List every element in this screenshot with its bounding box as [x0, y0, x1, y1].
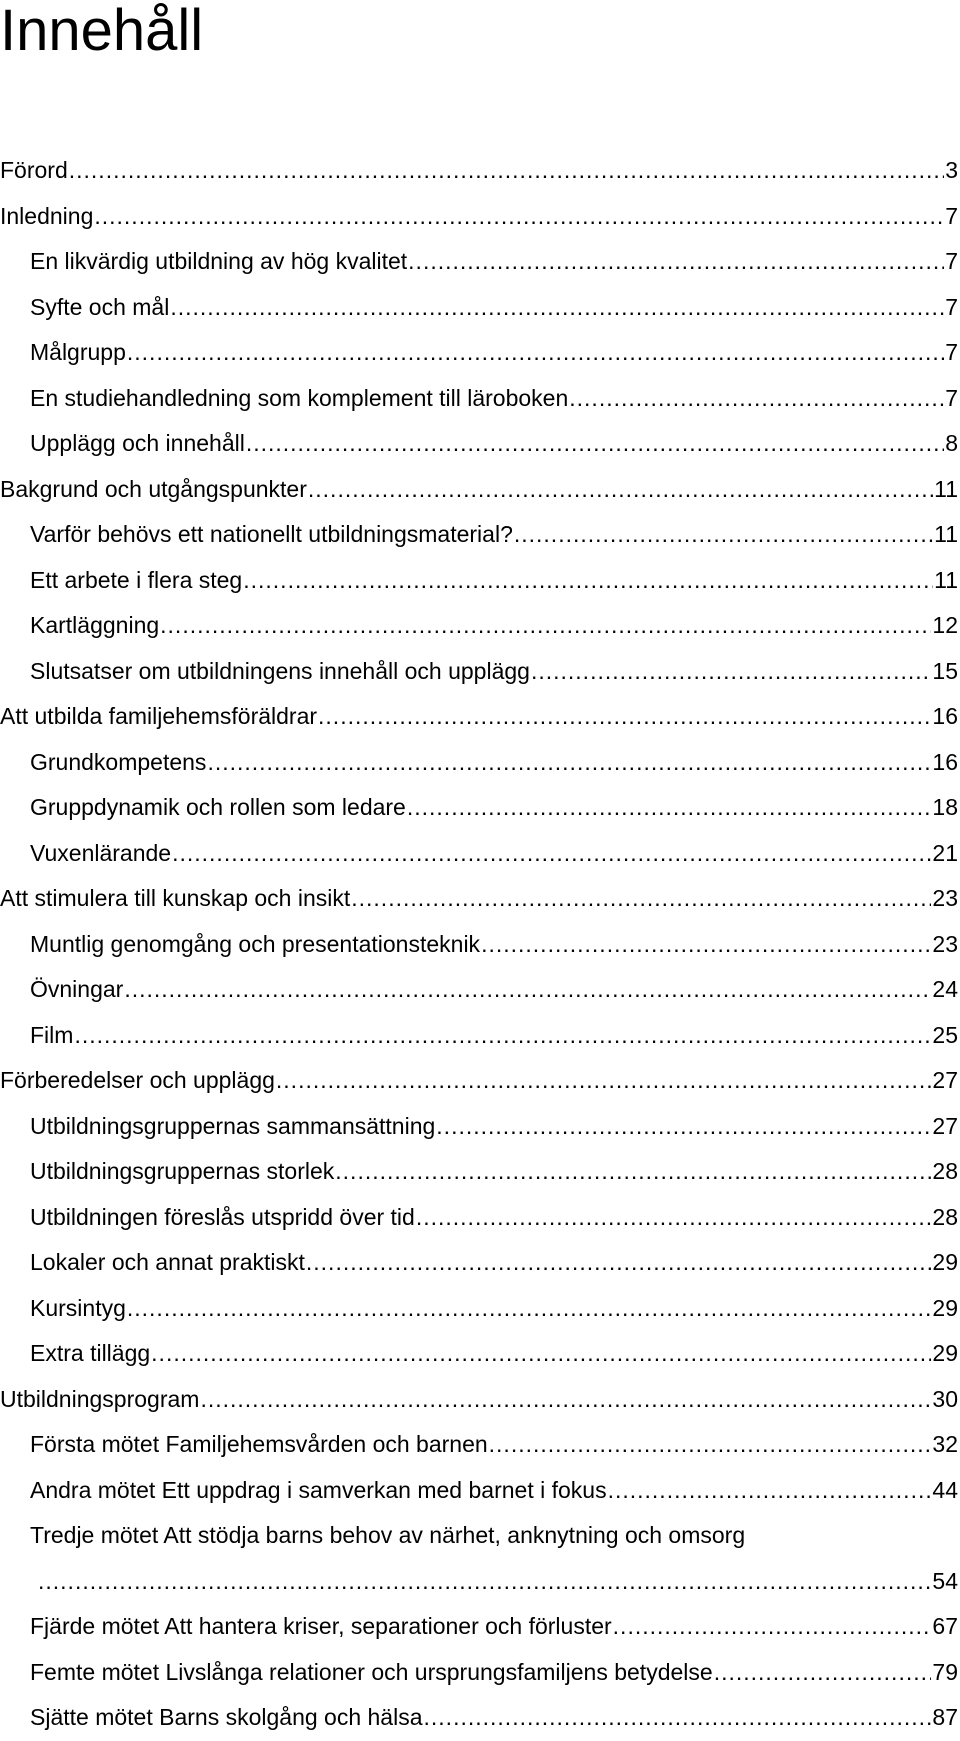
toc-entry[interactable]	[0, 1058, 958, 1104]
toc-entry[interactable]	[0, 1604, 958, 1650]
toc-entry[interactable]	[0, 512, 958, 558]
toc-entry[interactable]	[0, 831, 958, 877]
toc-entry-label: Att utbilda familjehemsföräldrar	[0, 703, 318, 730]
toc-entry[interactable]	[0, 285, 958, 331]
leader-dots	[416, 1204, 932, 1231]
toc-entry[interactable]	[0, 922, 958, 968]
toc-entry-page: 28	[932, 1203, 958, 1230]
leader-dots	[335, 1158, 931, 1185]
leader-dots	[424, 1704, 932, 1731]
toc-entry[interactable]	[0, 467, 958, 513]
toc-entry[interactable]	[0, 649, 958, 695]
toc-entry-page: 28	[932, 1158, 958, 1185]
toc-entry-page: 29	[932, 1249, 958, 1276]
toc-entry-label: Utbildningsgruppernas sammansättning	[30, 1112, 436, 1139]
toc-entry[interactable]	[0, 1513, 958, 1604]
page-title: Innehåll	[0, 0, 204, 63]
toc-entry-page: 32	[932, 1431, 958, 1458]
leader-dots	[170, 294, 944, 321]
toc-entry-label: Utbildningsgruppernas storlek	[30, 1158, 335, 1185]
toc-entry-label: Tredje mötet Att stödja barns behov av närhet, anknytning och omsorg	[30, 1522, 746, 1548]
toc-entry-page: 23	[932, 930, 958, 957]
toc-entry[interactable]	[0, 1650, 958, 1696]
toc-entry-page: 11	[934, 521, 958, 548]
toc-entry[interactable]	[0, 1695, 958, 1741]
leader-dots	[151, 1340, 931, 1367]
toc-entry-label: Utbildningsprogram	[0, 1385, 200, 1412]
toc-entry-page: 12	[932, 612, 958, 639]
leader-dots	[489, 1431, 932, 1458]
toc-entry-page: 15	[932, 657, 958, 684]
toc-entry[interactable]	[0, 376, 958, 422]
leader-dots	[172, 840, 931, 867]
leader-dots	[127, 1295, 932, 1322]
toc-entry-label: Gruppdynamik och rollen som ledare	[30, 794, 406, 821]
toc-entry-label: Film	[30, 1021, 74, 1048]
toc-entry-label: Förord	[0, 157, 68, 184]
leader-dots	[127, 339, 944, 366]
toc-entry[interactable]	[0, 603, 958, 649]
leader-dots	[94, 203, 944, 230]
toc-entry[interactable]	[0, 148, 958, 194]
toc-entry-page: 11	[934, 475, 958, 502]
leader-dots	[38, 1568, 931, 1595]
toc-entry-page: 18	[932, 794, 958, 821]
leader-dots	[408, 248, 944, 275]
toc-entry[interactable]	[0, 1377, 958, 1423]
toc-entry-page: 79	[932, 1658, 958, 1685]
toc-entry[interactable]	[0, 1422, 958, 1468]
toc-entry[interactable]	[0, 330, 958, 376]
toc-entry[interactable]	[0, 1149, 958, 1195]
toc-entry-label: Grundkompetens	[30, 748, 207, 775]
leader-dots	[569, 385, 944, 412]
toc-entry-page: 23	[932, 885, 958, 912]
toc-entry-page: 30	[932, 1385, 958, 1412]
toc-entry-label: Slutsatser om utbildningens innehåll och upplägg	[30, 657, 530, 684]
leader-dots	[436, 1113, 931, 1140]
toc-entry-label: Målgrupp	[30, 339, 126, 366]
toc-entry[interactable]	[0, 1013, 958, 1059]
toc-entry[interactable]	[0, 1331, 958, 1377]
toc-entry[interactable]	[0, 967, 958, 1013]
leader-dots	[200, 1386, 931, 1413]
toc-entry-label: En studiehandledning som komplement till läroboken	[30, 384, 569, 411]
toc-entry-page: 7	[945, 248, 958, 275]
toc-entry-label: Fjärde mötet Att hantera kriser, separationer och förluster	[30, 1613, 612, 1640]
leader-dots	[308, 476, 933, 503]
toc-entry-label: Extra tillägg	[30, 1340, 151, 1367]
leader-dots	[608, 1477, 932, 1504]
toc-entry-label: Övningar	[30, 976, 124, 1003]
toc-entry-page: 27	[932, 1112, 958, 1139]
toc-entry-label: Kursintyg	[30, 1294, 126, 1321]
toc-entry[interactable]	[0, 1468, 958, 1514]
toc-entry-page: 87	[932, 1704, 958, 1731]
toc-entry-label: Upplägg och innehåll	[30, 430, 245, 457]
leader-dots	[243, 567, 933, 594]
leader-dots	[407, 794, 932, 821]
leader-dots	[246, 430, 944, 457]
toc-entry[interactable]	[0, 876, 958, 922]
leader-dots	[481, 931, 931, 958]
toc-entry-page: 7	[945, 293, 958, 320]
toc-entry-page: 8	[945, 430, 958, 457]
toc-entry-label: Andra mötet Ett uppdrag i samverkan med barnet i fokus	[30, 1476, 607, 1503]
toc-entry-label: Vuxenlärande	[30, 839, 172, 866]
toc-entry-label: Kartläggning	[30, 612, 160, 639]
toc-entry[interactable]	[0, 558, 958, 604]
toc-entry-page: 16	[932, 703, 958, 730]
toc-entry-label: Inledning	[0, 202, 94, 229]
leader-dots	[124, 976, 931, 1003]
toc-entry-page: 27	[932, 1067, 958, 1094]
leader-dots	[276, 1067, 932, 1094]
toc-entry[interactable]	[0, 785, 958, 831]
leader-dots	[69, 157, 944, 184]
toc-entry-label: Ett arbete i flera steg	[30, 566, 243, 593]
toc-entry-label: Muntlig genomgång och presentationsteknik	[30, 930, 481, 957]
toc-entry-label: Lokaler och annat praktiskt	[30, 1249, 305, 1276]
toc-entry-page: 21	[932, 839, 958, 866]
toc-entry-label: En likvärdig utbildning av hög kvalitet	[30, 248, 408, 275]
leader-dots	[531, 658, 931, 685]
toc-entry[interactable]	[0, 740, 958, 786]
toc-entry-label: Utbildningen föreslås utspridd över tid	[30, 1203, 415, 1230]
toc-entry-page: 25	[932, 1021, 958, 1048]
toc-entry[interactable]	[0, 239, 958, 285]
leader-dots	[351, 885, 931, 912]
leader-dots	[318, 703, 931, 730]
toc-entry-page: 7	[945, 202, 958, 229]
toc-entry-label: Varför behövs ett nationellt utbildningsmaterial?	[30, 521, 513, 548]
leader-dots	[207, 749, 931, 776]
toc-entry[interactable]	[0, 1286, 958, 1332]
toc-entry-page: 24	[932, 976, 958, 1003]
toc-entry-page: 54	[932, 1567, 958, 1594]
leader-dots	[160, 612, 931, 639]
leader-dots	[514, 521, 933, 548]
toc-entry-page: 11	[934, 566, 958, 593]
toc-entry-label: Syfte och mål	[30, 293, 170, 320]
toc-entry-page: 7	[945, 384, 958, 411]
toc-entry[interactable]	[0, 694, 958, 740]
toc-entry-page: 29	[932, 1294, 958, 1321]
toc-entry[interactable]	[0, 1104, 958, 1150]
leader-dots	[714, 1659, 932, 1686]
toc-entry-label: Bakgrund och utgångspunkter	[0, 475, 307, 502]
toc-entry-page: 7	[945, 339, 958, 366]
toc-entry[interactable]	[0, 1240, 958, 1286]
toc-entry-label: Sjätte mötet Barns skolgång och hälsa	[30, 1704, 423, 1731]
toc-entry[interactable]	[0, 1195, 958, 1241]
leader-dots	[74, 1022, 931, 1049]
toc-entry-label: Att stimulera till kunskap och insikt	[0, 885, 351, 912]
toc-entry-page: 29	[932, 1340, 958, 1367]
toc-entry[interactable]	[0, 194, 958, 240]
toc-entry-page: 16	[932, 748, 958, 775]
toc-entry-label: Femte mötet Livslånga relationer och ursprungsfamiljens betydelse	[30, 1658, 713, 1685]
toc-entry-page: 3	[945, 157, 958, 184]
toc-entry[interactable]	[0, 421, 958, 467]
table-of-contents	[0, 148, 958, 1741]
toc-entry-label: Förberedelser och upplägg	[0, 1067, 275, 1094]
leader-dots	[613, 1613, 932, 1640]
toc-entry-page: 44	[932, 1476, 958, 1503]
toc-entry-label: Första mötet Familjehemsvården och barnen	[30, 1431, 488, 1458]
toc-entry-page: 67	[932, 1613, 958, 1640]
leader-dots	[306, 1249, 932, 1276]
